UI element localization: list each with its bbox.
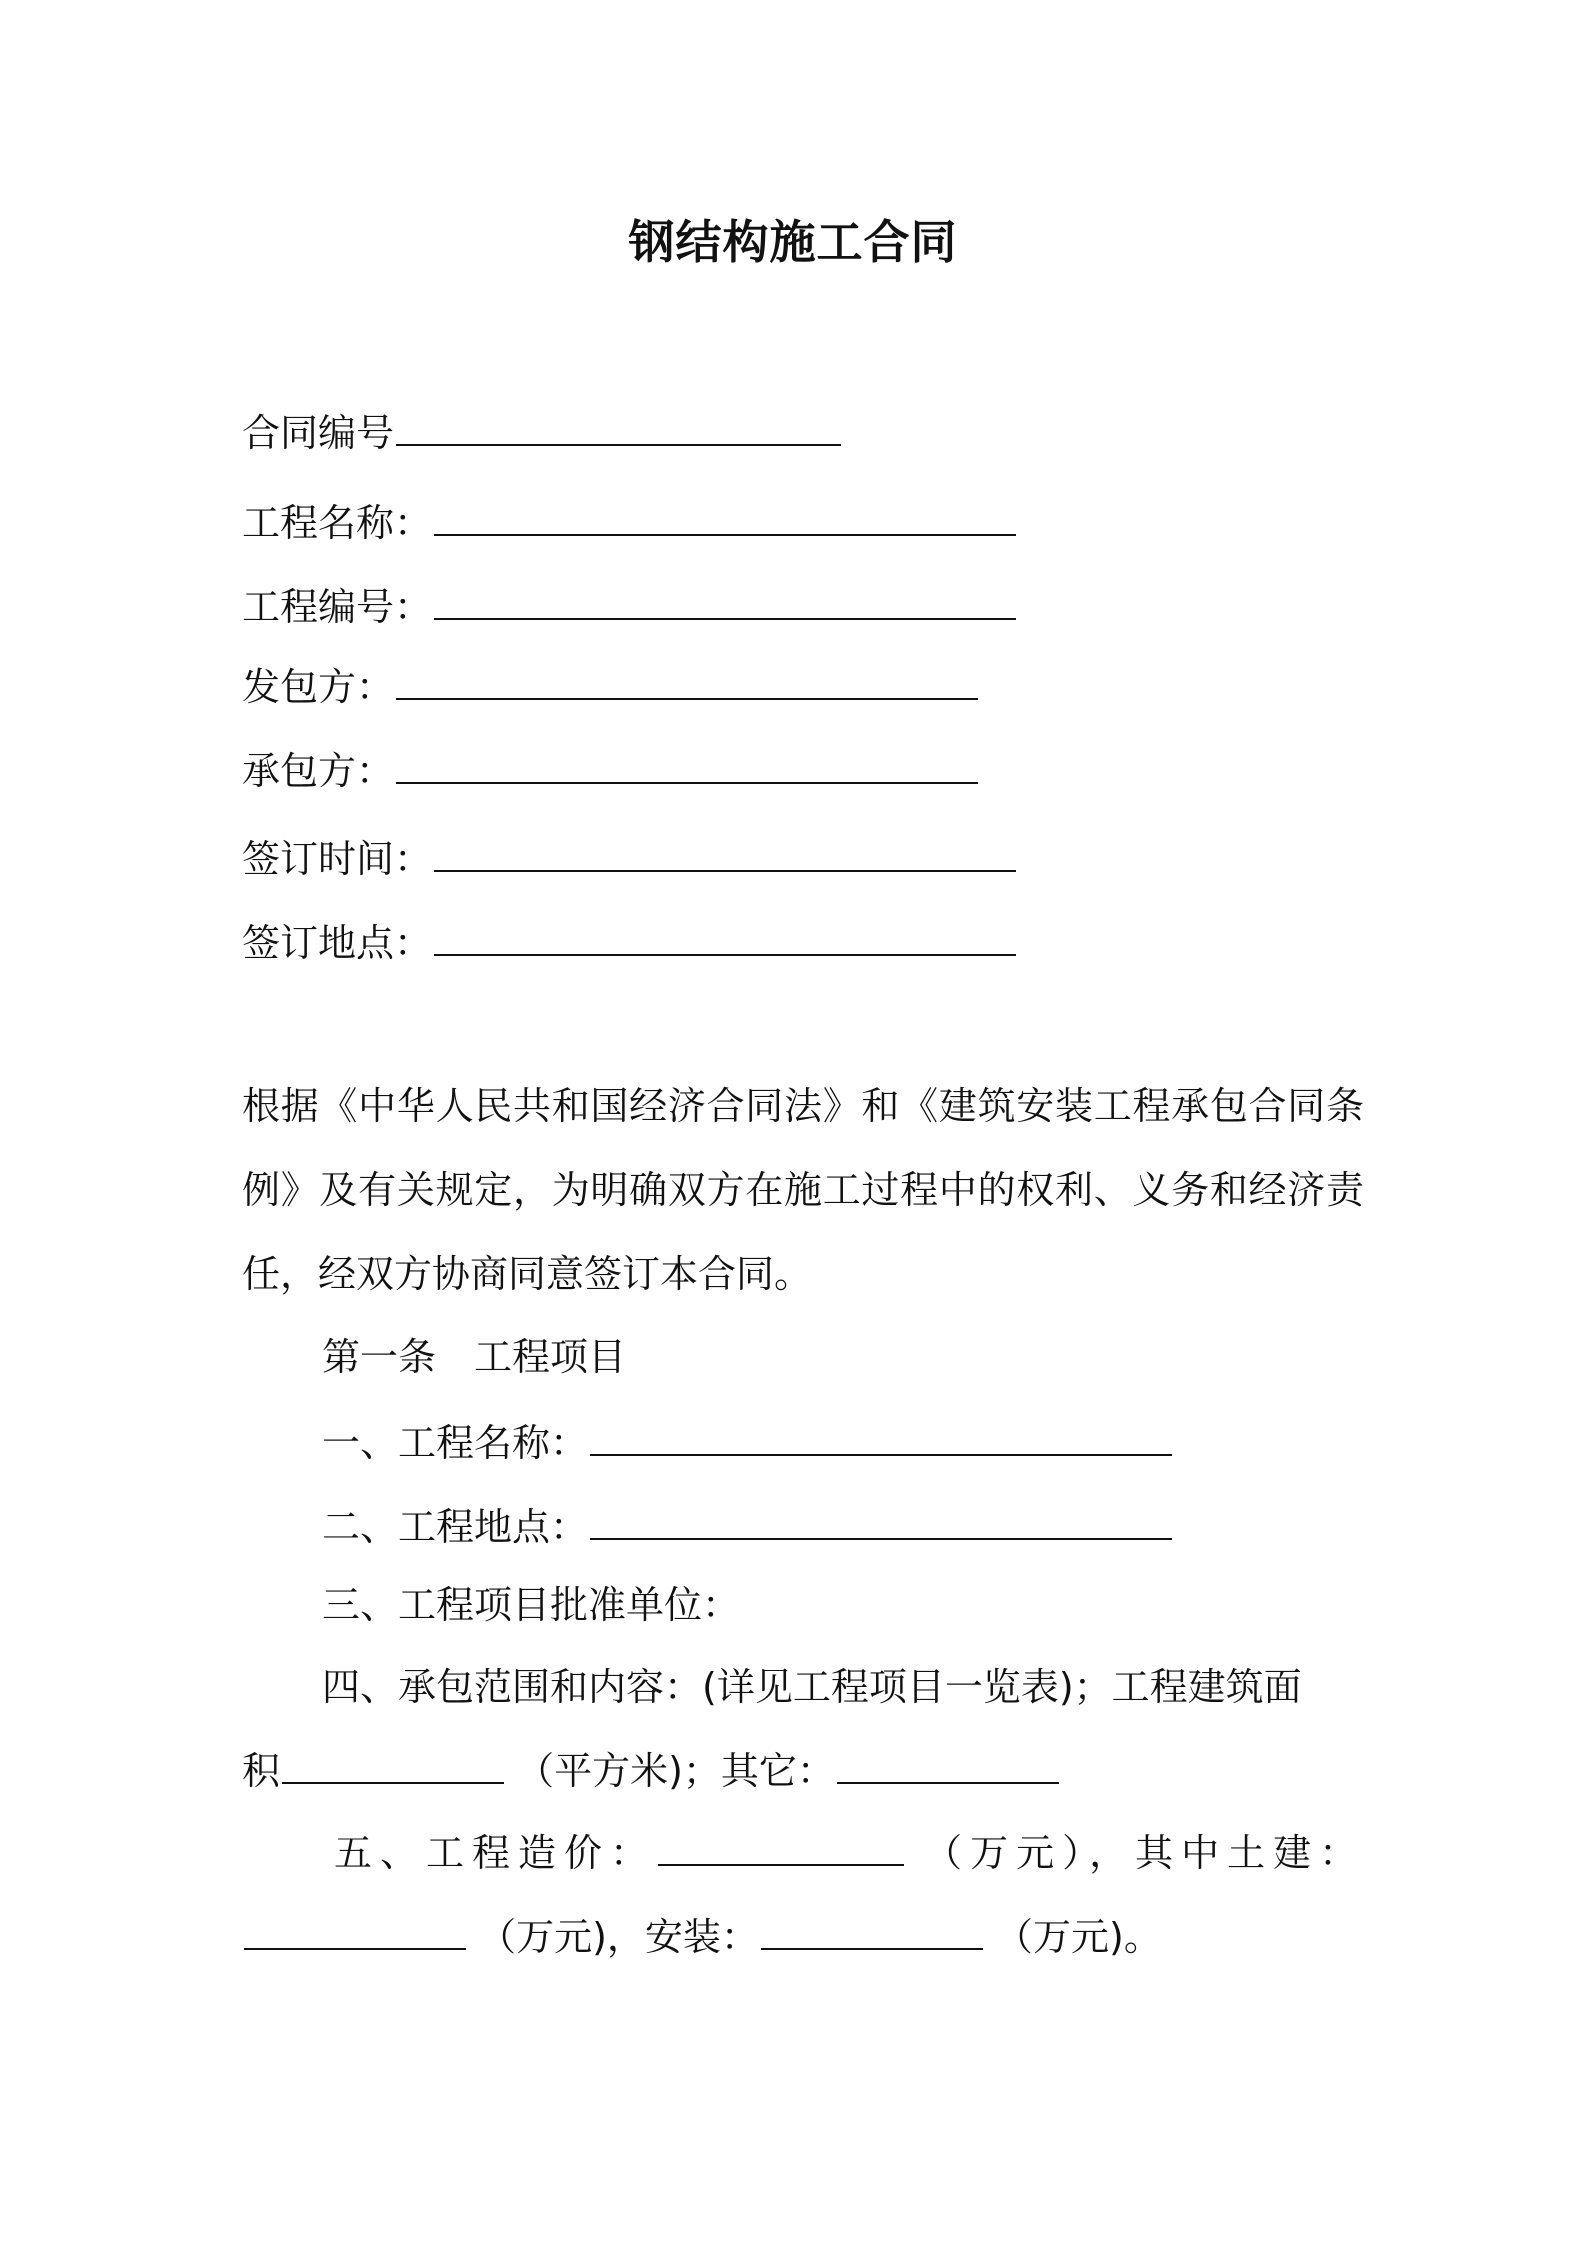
item-label: （万元)。: [995, 1915, 1162, 1959]
item-label: 积: [242, 1749, 281, 1793]
field-project-name: [242, 498, 1016, 548]
field-employer: [242, 662, 978, 712]
field-label: 工程名称：: [242, 501, 433, 545]
blank-line[interactable]: [434, 500, 1016, 536]
field-label: 签订地点：: [242, 921, 433, 965]
blank-line[interactable]: [434, 836, 1016, 872]
field-sign-place: [242, 918, 1016, 968]
item-label: 二、工程地点：: [322, 1505, 589, 1549]
blank-line[interactable]: [590, 1420, 1172, 1456]
blank-line[interactable]: [434, 920, 1016, 956]
item-cost-cont: [242, 1912, 1162, 1962]
blank-line[interactable]: [396, 748, 978, 784]
field-contractor: [242, 746, 978, 796]
item-scope: 四、承包范围和内容：(详见工程项目一览表)；工程建筑面: [322, 1665, 1302, 1709]
blank-line[interactable]: [658, 1830, 904, 1866]
intro-paragraph: 根据《中华人民共和国经济合同法》和《建筑安装工程承包合同条例》及有关规定，为明确双方在施工过程中的权利、义务和经济责任，经双方协商同意签订本合同。: [242, 1084, 1364, 1296]
field-label: 发包方：: [242, 665, 395, 709]
blank-line[interactable]: [434, 584, 1016, 620]
item-label: （万元），其中土建：: [924, 1831, 1366, 1875]
item-label: （平方米)；其它：: [516, 1749, 835, 1793]
blank-line[interactable]: [590, 1504, 1172, 1540]
field-label: 合同编号: [242, 411, 395, 455]
field-sign-time: [242, 834, 1016, 884]
item-label: 五、工程造价：: [334, 1831, 657, 1875]
field-contract-no: [242, 408, 841, 458]
field-label: 签订时间：: [242, 837, 433, 881]
blank-line[interactable]: [761, 1914, 983, 1950]
article-heading: 第一条 工程项目: [322, 1335, 627, 1379]
document-title: 钢结构施工合同: [628, 215, 958, 269]
item-scope-cont: [242, 1746, 1059, 1796]
field-project-no: [242, 582, 1016, 632]
item-approval-unit: 三、工程项目批准单位：: [322, 1583, 741, 1627]
item-cost: [334, 1828, 1365, 1878]
item-label: 一、工程名称：: [322, 1421, 589, 1465]
item-label: （万元)，安装：: [478, 1915, 759, 1959]
blank-line[interactable]: [282, 1748, 504, 1784]
blank-line[interactable]: [396, 410, 841, 446]
field-label: 承包方：: [242, 749, 395, 793]
field-label: 工程编号：: [242, 585, 433, 629]
blank-line[interactable]: [244, 1914, 466, 1950]
blank-line[interactable]: [396, 664, 978, 700]
item-project-name: [322, 1418, 1172, 1468]
blank-line[interactable]: [837, 1748, 1059, 1784]
item-project-place: [322, 1502, 1172, 1552]
